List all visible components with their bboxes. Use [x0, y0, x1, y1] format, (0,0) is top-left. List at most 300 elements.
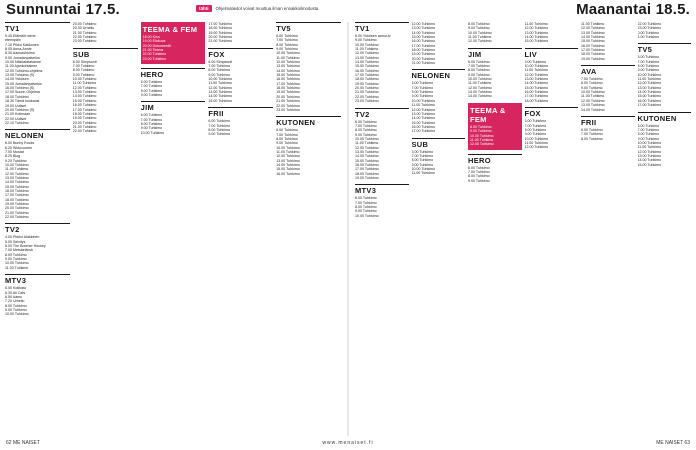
channel-name: NELONEN [5, 129, 70, 140]
channel-block [468, 103, 522, 150]
channel-block [355, 184, 409, 218]
program-listing: 7.00 Tuhkimo [276, 38, 298, 43]
program-listing: 14.00 Tuhkimo [208, 94, 232, 99]
program-listing: 22.00 Tuhkimo [355, 94, 379, 99]
legend [196, 5, 319, 12]
program-listing: 22.00 Tuhkimo [637, 22, 662, 26]
program-listing: 19.00 Tuhkimo [276, 90, 300, 95]
program-listing: 12.00 Tuhkimo [468, 85, 492, 90]
program-listing: 20.00 Tuhkimo [276, 94, 300, 99]
legend-text: Ohjelmatiedot voivat muuttua ilman ennakkoilmoitusta. [215, 6, 320, 11]
program-listing: 17.00 Tuhkimo [637, 103, 662, 108]
program-listing: 9.25 Tuhkimo [5, 158, 27, 163]
program-listing: 10.00 Tuhkimo [355, 136, 379, 141]
program-listing: 12.00 Tuhkimo [355, 145, 379, 150]
program-listing: 6.00 Tuhkimo [355, 196, 377, 201]
channel-block [412, 138, 466, 176]
program-listing: 14.00 Tuhkimo [355, 154, 379, 159]
program-listing: 12.00 Tuhkimo [524, 72, 549, 77]
program-listing: 8.00 Tuhkimo [276, 42, 298, 47]
channel-block [5, 129, 70, 219]
channel-name: SUB [73, 48, 138, 59]
program-listing: 10.00 Tuhkimo [470, 133, 494, 138]
program-listing: 17.00 Tuhkimo [5, 193, 29, 198]
program-listing: 13.00 Tuhkimo [637, 153, 662, 158]
program-listing: 14.00 Tuhkimo [581, 107, 605, 112]
program-listing: 15.00 Tuhkimo [411, 120, 436, 125]
channel-block [208, 22, 273, 44]
channel-name: KUTONEN [276, 116, 341, 127]
program-listing: 17.00 Tuhkimo [355, 73, 379, 78]
program-listing: 9.00 Tuhkimo [5, 257, 27, 262]
program-listing: 12.00 Tuhkimo [637, 149, 662, 154]
program-listing: 11.00 Tuhkimo [355, 141, 379, 146]
program-listing: 14.00 Tuhkimo [637, 90, 662, 95]
program-listing: 12.00 Tuhkimo [524, 145, 549, 150]
program-listing: 21.00 Tuhkimo [72, 124, 97, 129]
program-listing: 22.10 Tuhkimo [5, 120, 29, 125]
program-listing: 19.00 Tuhkimo [355, 175, 379, 180]
program-listing: 21.00 Tuhkimo [5, 210, 29, 215]
program-listing: 15.00 Tuhkimo [637, 162, 662, 167]
program-listing: 4.00 Pirkko Alakkinen [5, 235, 40, 240]
program-listing: 9.00 Tuhkimo [581, 85, 603, 90]
channel-block [412, 69, 466, 133]
program-listing: 6.20 Wuluvuoren [5, 145, 33, 150]
program-listing: 9.00 Tuhkimo [411, 94, 434, 99]
program-listing: 18.00 Tuhkimo [524, 98, 549, 103]
program-listing: 9.00 Tuhkimo [411, 162, 434, 167]
program-listing: 20.00 Tuhkimo [411, 56, 436, 61]
program-listing: 12.00 Tuhkimo [276, 154, 300, 159]
program-listing: 12.00 Tuhkimo [637, 81, 662, 86]
program-listing: 18.30 Tämä kuukausi [5, 99, 40, 104]
program-listing: 7.00 Tuhkimo [276, 132, 298, 137]
program-listing: 11.00 Tuhkimo [524, 68, 548, 73]
program-listing: 7.00 Mustat [5, 149, 24, 154]
program-listing: 20.00 Tuhkimo [72, 22, 97, 26]
program-listing: eteenpäin [5, 38, 21, 43]
program-listing: 12.00 Tuhkimo [468, 39, 492, 44]
program-listing: 8.05 Anna-Annie [5, 47, 32, 52]
program-listing: 11.00 Ajankohtainen [5, 64, 38, 69]
program-listing: 7.00 Tuhkimo [581, 77, 603, 82]
program-listing: 8.00 Tuhkimo [468, 174, 490, 179]
channel-block [638, 22, 692, 39]
program-listing: 17.00 Tuhkimo [411, 129, 436, 134]
channel-name: MTV3 [355, 184, 409, 195]
program-listing: 22.00 Tuhkimo [72, 35, 97, 40]
program-listing: 7.00 Tuhkimo [208, 123, 230, 128]
schedule-column [525, 22, 579, 436]
program-listing: 8.00 Tuhkimo [355, 128, 377, 133]
program-listing: 11.00 Tuhkimo [72, 81, 97, 86]
channel-block [468, 154, 522, 183]
program-listing: 7.00 Tuhkimo [411, 153, 434, 158]
program-listing: 8.00 Tuhkimo [72, 68, 95, 73]
footer-url: www.menaiset.fi [322, 440, 374, 446]
program-listing: 16.00 Tuhkimo (S) [5, 86, 35, 91]
program-listing: 6.00 Tuhkimo [637, 123, 660, 128]
page-right [349, 22, 691, 436]
program-listing: 11.00 Tuhkimo [470, 137, 494, 142]
program-listing: 11.00 Tuhkimo [355, 47, 379, 52]
program-listing: 13.00 Tuhkimo (S) [5, 73, 35, 78]
program-listing: 17.00 Tuhkimo [276, 81, 300, 86]
program-listing: 18.00 Tuhkimo [5, 197, 29, 202]
channel-name: NELONEN [412, 69, 466, 80]
program-listing: 18.00 Tuhkimo [355, 77, 379, 82]
program-listing: 21.00 Tuhkimo [208, 39, 232, 44]
program-listing: 7.00 Metsäelämä [5, 248, 33, 253]
program-listing: 9.00 Tuhkimo [468, 26, 490, 31]
program-listing: 6.00 Tuhkimo [411, 81, 434, 86]
channel-name: TV2 [355, 108, 409, 119]
program-listing: 14.00 Tuhkimo [468, 94, 492, 99]
program-listing: 11.00 Tuhkimo [468, 81, 492, 86]
program-listing: 14.00 Tuhkimo [637, 158, 662, 163]
program-listing: 8.00 Tuhkimo [637, 64, 660, 69]
program-listing: 10.00 Tuhkimo [5, 162, 29, 167]
program-listing: 8.00 Tuhkimo [581, 81, 603, 86]
program-listing: 16.00 Tuhkimo [411, 39, 436, 44]
program-listing: 10.00 Tuhkimo [72, 77, 97, 82]
program-listing: 8.00 Tuhkimo [411, 158, 434, 163]
program-listing: 8.00 Tuhkimo [208, 68, 230, 73]
program-listing: 10.00 Tuhkimo [637, 140, 662, 145]
program-listing: 14.00 Tuhkimo [72, 94, 97, 99]
schedule-column [468, 22, 522, 436]
channel-block [141, 22, 206, 64]
program-listing: 21.00 Kotimaan [5, 112, 31, 117]
program-listing: 9.00 Tuhkimo [470, 129, 492, 134]
schedule-column [581, 22, 635, 436]
program-listing: 9.00 Tuhkimo [637, 136, 660, 141]
program-listing: 10.00 Näköalatasanne [5, 60, 41, 65]
program-listing: 19.00 Uutiset [5, 103, 27, 108]
channel-block [468, 48, 522, 99]
program-listing: 18.00 Tuhkimo [208, 26, 232, 31]
program-listing: 15.00 Tuhkimo [276, 73, 300, 78]
channel-block [638, 43, 692, 107]
program-listing: 6.00 The Boomer Hockey [5, 244, 46, 249]
program-listing: 11.00 Tuhkimo [581, 94, 605, 99]
channel-block [525, 48, 579, 103]
program-listing: 7.00 Tuhkimo [468, 169, 490, 174]
tv-guide-spread [5, 22, 691, 436]
program-listing: 12.00 Tuhkimo [470, 142, 494, 147]
program-listing: 17.00 Suurin Ohjelma [5, 90, 40, 95]
program-listing: 19.00 Elokuva [142, 39, 166, 44]
program-listing: 7.00 Tuhkimo [72, 64, 95, 69]
program-listing: 16.00 Tuhkimo [581, 43, 605, 48]
program-listing: 6.00 Tuhkimo [411, 149, 434, 154]
program-listing: 21.00 Tuhkimo [411, 61, 436, 66]
program-listing: 9.00 Tuhkimo [355, 209, 377, 214]
program-listing: 12.00 Tuhkimo [524, 26, 549, 31]
program-listing: 13.00 Tuhkimo [355, 149, 379, 154]
program-listing: 22.00 Tuhkimo [276, 103, 300, 108]
program-listing: 21.00 Teema [142, 48, 164, 53]
program-listing: 22.00 Tuhkimo [5, 215, 29, 220]
program-listing: 21.00 Tuhkimo [72, 30, 97, 35]
program-listing: 10.00 Tuhkimo [468, 30, 492, 35]
program-listing: 13.00 Tuhkimo [276, 64, 300, 69]
channel-name: FRII [208, 107, 273, 118]
channel-name: FRII [581, 116, 635, 127]
schedule-column [5, 22, 70, 436]
program-listing: 6.50 Aamu [5, 294, 23, 299]
program-listing: 0.00 Tuhkimo [637, 30, 660, 35]
program-listing: 9.00 Tuhkimo [140, 126, 163, 131]
program-listing: 11.00 Tuhkimo [637, 77, 661, 82]
channel-name: HERO [141, 68, 206, 79]
channel-name: AVA [581, 65, 635, 76]
program-listing: 11.00 Tuhkimo [411, 103, 435, 108]
channel-block [581, 65, 635, 112]
program-listing: 9.00 Tuhkimo [208, 132, 230, 137]
footer-right: ME NAISET 63 [656, 440, 690, 446]
channel-name: FOX [525, 107, 579, 118]
channel-block [5, 22, 70, 125]
program-listing: 18.00 Tuhkimo [72, 111, 97, 116]
program-listing: 7.10 Pikku Kakkonen [5, 42, 39, 47]
program-listing: 8.00 Tuhkimo [581, 136, 603, 141]
program-listing: 8.00 Tuhkimo [355, 205, 377, 209]
program-listing: 7.00 Tuhkimo [140, 84, 163, 89]
program-listing: 19.00 Tuhkimo [72, 116, 97, 121]
program-listing: 19.00 Tuhkimo [581, 56, 605, 61]
channel-name: FOX [208, 48, 273, 59]
channel-name: TV5 [276, 22, 341, 33]
program-listing: 19.00 Tuhkimo [411, 52, 436, 57]
program-listing: 15.00 Tuhkimo [355, 64, 379, 69]
channel-block [141, 68, 206, 97]
program-listing: 14.00 Tuhkimo [524, 35, 549, 40]
program-listing: 20.00 Tuhkimo [208, 35, 232, 40]
program-listing: 13.00 Tuhkimo [208, 90, 232, 95]
program-listing: 14.00 Tuhkimo [411, 116, 436, 121]
program-listing: 5.00 Selvitys [5, 239, 26, 244]
program-listing: 13.00 Tuhkimo [355, 55, 379, 60]
channel-name: TV1 [5, 22, 70, 33]
channel-block [73, 48, 138, 134]
program-listing: 10.00 Tuhkimo [140, 130, 165, 135]
program-listing: 10.00 Tuhkimo [276, 51, 300, 56]
channel-block [468, 22, 522, 44]
program-listing: 10.00 Tuhkimo [355, 213, 379, 218]
program-listing: 8.00 Tuhkimo [5, 252, 27, 257]
program-listing: 15.00 Tuhkimo [208, 98, 232, 103]
program-listing: 9.00 Tuhkimo [208, 72, 230, 77]
program-listing: 10.00 Tuhkimo [355, 42, 379, 47]
program-listing: 7.00 Tuhkimo [524, 123, 547, 128]
program-listing: 15.00 Tuhkimo [5, 184, 29, 189]
channel-name: SUB [412, 138, 466, 149]
program-listing: 9.00 Tuhkimo [524, 59, 547, 64]
program-listing: 8.00 Tuhkimo [208, 127, 230, 132]
program-listing: 10.00 Tuhkimo [524, 136, 549, 141]
program-listing: 9.00 Tuhkimo [140, 93, 163, 98]
program-listing: 11.00 Tuhkimo [581, 22, 605, 26]
program-listing: 8.00 Tuhkimo [276, 136, 298, 141]
program-listing: 6.00 Tuhkimo [140, 80, 163, 85]
program-listing: 6.00 Tuhkimo [524, 119, 547, 124]
program-listing: 13.00 Tuhkimo [411, 26, 436, 31]
program-listing: 11.00 Tuhkimo [468, 35, 492, 40]
program-listing: 10.00 Tuhkimo [5, 261, 29, 266]
program-listing: 6.00 Tuhkimo [468, 165, 490, 170]
channel-block [5, 223, 70, 270]
program-listing: 6.00 Tuhkimo [140, 113, 163, 118]
program-listing: 7.00 Tuhkimo [140, 117, 163, 122]
program-listing: 6.00 Kotikatu [5, 286, 26, 291]
program-listing: 9.00 Tuhkimo [276, 47, 298, 52]
program-listing: 8.00 Tuhkimo [524, 127, 547, 132]
channel-name: LIV [525, 48, 579, 59]
program-listing: 13.00 Tuhkimo [581, 103, 605, 108]
program-listing: 13.00 Tuhkimo [581, 30, 605, 35]
program-listing: 15.00 Tuhkimo [72, 98, 97, 103]
program-listing: 12.00 Tuhkimo [276, 60, 300, 65]
channel-name: KUTONEN [638, 112, 692, 123]
program-listing: 14.00 Tuhkimo [581, 35, 605, 40]
program-listing: 9.00 Tuhkimo [468, 72, 490, 77]
page-footer [6, 439, 690, 447]
schedule-column [141, 22, 206, 436]
program-listing: 9.00 Tuhkimo [355, 132, 377, 137]
program-listing: 23.00 Tuhkimo [142, 56, 167, 61]
program-listing: 10.00 Tuhkimo [5, 312, 29, 317]
program-listing: 8.25 Blog [5, 154, 21, 159]
program-listing: 13.00 Tuhkimo [72, 90, 97, 95]
program-listing: 7.00 Tuhkimo [355, 200, 377, 205]
program-listing: 7.20 Urheilu [5, 299, 25, 304]
program-listing: 1.00 Tuhkimo [637, 35, 660, 40]
program-listing: 6.00 Tuhkimo [355, 119, 377, 124]
program-listing: 16.00 Tuhkimo [637, 98, 662, 103]
program-listing: 22.00 Uutiset [5, 116, 27, 121]
schedule-column [73, 22, 138, 436]
program-listing: 9.00 Tuhkimo [276, 141, 298, 146]
program-listing: 10.00 Tuhkimo [411, 98, 436, 103]
program-listing: 15.00 Tuhkimo [411, 35, 436, 40]
program-listing: 16.00 Tuhkimo [411, 124, 436, 129]
program-listing: 18.00 Tuhkimo [581, 52, 605, 57]
channel-name: TV1 [355, 22, 409, 33]
program-listing: 10.00 Tuhkimo [468, 77, 492, 82]
program-listing: 20.00 Tuhkimo [355, 86, 379, 91]
program-listing: 20.00 Tuhkimo [5, 206, 29, 211]
program-listing: 6.00 Tuhkimo [581, 127, 603, 132]
channel-block [355, 108, 409, 181]
program-listing: 11.00 Tuhkimo [5, 265, 29, 270]
channel-name: JIM [468, 48, 522, 59]
program-listing: 7.00 Tuhkimo [208, 64, 230, 69]
program-listing: 8.00 Tuhkimo [5, 303, 27, 308]
channel-name: MTV3 [5, 274, 70, 285]
program-listing: 5.45 Eläinäiti mene [5, 34, 36, 38]
program-listing: 11.00 Tuhkimo [5, 167, 29, 172]
program-listing: 15.00 Tuhkimo [524, 85, 549, 90]
program-listing: 14.00 Tuhkimo [276, 162, 300, 167]
program-listing: 17.00 Tuhkimo [411, 43, 436, 48]
program-listing: 11.00 Tuhkimo [208, 81, 232, 86]
program-listing: 11.00 Tuhkimo [524, 22, 548, 26]
program-listing: 18.00 Kino [142, 35, 160, 39]
program-listing: 6.00 Tuhkimo [637, 55, 660, 60]
program-listing: 21.00 Tuhkimo [276, 99, 300, 104]
program-listing: 13.00 Tuhkimo [637, 85, 662, 90]
program-listing: 20.00 Tuhkimo [72, 120, 97, 125]
program-listing: 16.00 Tuhkimo [355, 162, 379, 167]
program-listing: 11.00 Tuhkimo [276, 55, 300, 60]
program-listing: 18.00 Tuhkimo [411, 48, 436, 53]
page-left [5, 22, 347, 436]
channel-name: TEEMA & FEM [142, 25, 198, 34]
channel-name: HERO [468, 154, 522, 165]
legend-badge: tähti [196, 5, 212, 12]
program-listing: 8.30 Aamutuhkimo [5, 51, 35, 56]
channel-name: TV2 [5, 223, 70, 234]
program-listing: 14.00 Tuhkimo [276, 68, 300, 73]
channel-block [276, 22, 341, 112]
program-listing: 8.00 Tuhkimo [411, 90, 434, 95]
program-listing: 20.30 Urheilu [72, 26, 95, 31]
program-listing: 12.00 Tuhkimo [581, 98, 605, 103]
program-listing: 16.00 Tuhkimo [355, 68, 379, 73]
program-listing: 10.00 Tuhkimo [524, 64, 549, 69]
program-listing: 9.00 Tuhkimo [72, 72, 95, 77]
program-listing: 19.00 Tuhkimo [208, 30, 232, 35]
program-listing: 6.00 Tuhkimo [276, 34, 298, 38]
footer-left: 62 ME NAISET [6, 440, 40, 446]
program-listing: 8.00 Tuhkimo [140, 88, 163, 93]
channel-block [525, 107, 579, 149]
program-listing: 9.00 Tuhkimo [468, 178, 490, 183]
schedule-column [208, 22, 273, 436]
program-listing: 11.00 Tuhkimo [524, 140, 548, 145]
program-listing: 10.00 Tuhkimo [581, 90, 605, 95]
schedule-column [638, 22, 692, 436]
program-listing: 8.00 Tuhkimo [468, 68, 490, 73]
day-title-right: Maanantai 18.5. [576, 1, 690, 18]
program-listing: 9.00 Tuhkimo [355, 38, 377, 43]
program-listing: 15.00 Tuhkimo [581, 39, 605, 44]
program-listing: 12.00 Tuhkimo [411, 107, 436, 112]
program-listing: 6.00 Tuhkimo [276, 128, 298, 133]
program-listing: 13.00 Tuhkimo [524, 30, 549, 35]
program-listing: 17.00 Tuhkimo [72, 107, 97, 112]
program-listing: 19.00 Tuhkimo [355, 81, 379, 86]
program-listing: 14.00 Tuhkimo [355, 60, 379, 65]
program-listing: 23.00 Tuhkimo [637, 26, 662, 31]
schedule-column [412, 22, 466, 436]
program-listing: 15.00 Jumalanpalvelus [5, 81, 42, 86]
program-listing: 12.00 Tuhkimo [581, 26, 605, 31]
channel-block [73, 22, 138, 44]
channel-block [412, 22, 466, 65]
program-listing: 16.00 Tuhkimo [276, 171, 300, 176]
day-title-left: Sunnuntai 17.5. [6, 1, 120, 18]
program-listing: 15.00 Tuhkimo [637, 94, 662, 99]
program-listing: 13.00 Tuhkimo [5, 175, 29, 180]
program-listing: 14.00 Ykkösen [5, 77, 29, 82]
program-listing: 8.00 Tuhkimo [468, 22, 490, 26]
channel-block [525, 22, 579, 44]
channel-name: JIM [141, 101, 206, 112]
program-listing: 17.00 Tuhkimo [208, 22, 232, 26]
